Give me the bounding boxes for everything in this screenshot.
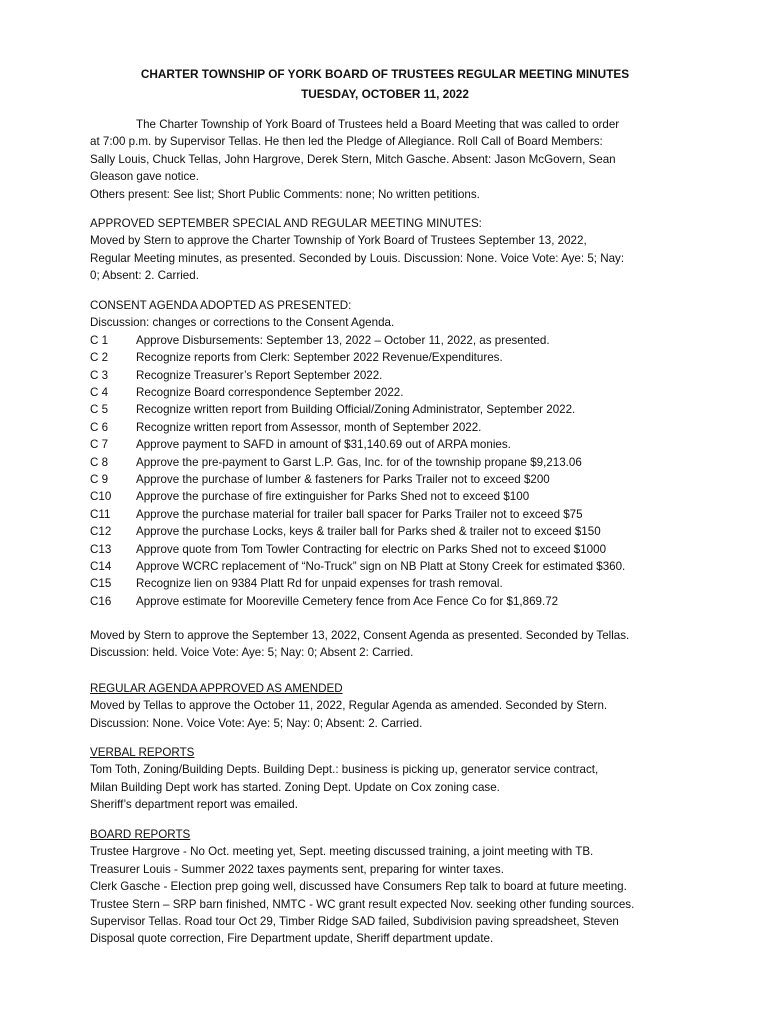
item-code: C 4: [90, 385, 109, 399]
consent-item: [90, 349, 690, 366]
paragraph-line: Tom Toth, Zoning/Building Depts. Building Dept.: business is picking up, generator service contract,: [90, 763, 599, 777]
consent-discussion: Discussion: changes or corrections to the Consent Agenda.: [90, 316, 395, 330]
item-text: Approve WCRC replacement of “No-Truck” sign on NB Platt at Stony Creek for estimated $360.: [136, 559, 626, 573]
regular-agenda-section: [90, 680, 690, 732]
item-code: C12: [90, 525, 112, 539]
item-code: C14: [90, 559, 112, 573]
item-code: C 7: [90, 438, 109, 452]
paragraph-line: Clerk Gasche - Election prep going well, discussed have Consumers Rep talk to board at future meeting.: [90, 880, 627, 894]
minutes-section: [90, 215, 690, 285]
consent-item: [90, 454, 690, 471]
consent-item: [90, 471, 690, 488]
board-reports-section: [90, 826, 690, 948]
paragraph-line: Trustee Stern – SRP barn finished, NMTC - WC grant result expected Nov. seeking other funding sources.: [90, 897, 635, 911]
item-code: C11: [90, 507, 111, 521]
item-text: Recognize written report from Building Official/Zoning Administrator, September 2022.: [136, 403, 576, 417]
paragraph-line: Sheriff’s department report was emailed.: [90, 798, 298, 812]
meeting-date: TUESDAY, OCTOBER 11, 2022: [301, 87, 469, 101]
document-title: CHARTER TOWNSHIP OF YORK BOARD OF TRUSTEES REGULAR MEETING MINUTES: [140, 67, 630, 81]
consent-item: [90, 419, 690, 436]
item-text: Approve the purchase of lumber & fasteners for Parks Trailer not to exceed $200: [136, 472, 550, 486]
item-text: Approve Disbursements: September 13, 2022 – October 11, 2022, as presented.: [136, 333, 550, 347]
section-heading: REGULAR AGENDA APPROVED AS AMENDED: [90, 682, 343, 695]
paragraph-line: Supervisor Tellas. Road tour Oct 29, Timber Ridge SAD failed, Subdivision paving spreadsheet, Steven: [90, 915, 619, 929]
item-code: C13: [90, 542, 112, 556]
consent-item: [90, 506, 690, 523]
consent-item: [90, 401, 690, 418]
consent-item: [90, 436, 690, 453]
item-text: Recognize Board correspondence September 2022.: [136, 385, 404, 399]
consent-item: [90, 541, 690, 558]
section-heading: CONSENT AGENDA ADOPTED AS PRESENTED:: [90, 299, 352, 312]
item-text: Recognize lien on 9384 Platt Rd for unpaid expenses for trash removal.: [136, 577, 503, 591]
item-code: C15: [90, 577, 112, 591]
consent-item: [90, 384, 690, 401]
paragraph-line: Discussion: None. Voice Vote: Aye: 5; Nay: 0; Absent: 2. Carried.: [90, 716, 423, 730]
paragraph-line: Moved by Stern to approve the Charter Township of York Board of Trustees September 13, 2022,: [90, 234, 587, 248]
item-code: C 6: [90, 420, 109, 434]
paragraph-line: Moved by Tellas to approve the October 11, 2022, Regular Agenda as amended. Seconded by Stern.: [90, 699, 608, 713]
paragraph-line: Sally Louis, Chuck Tellas, John Hargrove, Derek Stern, Mitch Gasche. Absent: Jason McGovern, Sean: [90, 152, 616, 166]
paragraph-line: Regular Meeting minutes, as presented. Seconded by Louis. Discussion: None. Voice Vote: Aye: 5; Nay:: [90, 251, 625, 265]
item-code: C 1: [90, 333, 109, 347]
item-code: C 3: [90, 368, 109, 382]
item-text: Approve the purchase Locks, keys & trailer ball for Parks shed & trailer not to exceed $150: [136, 525, 601, 539]
section-heading: VERBAL REPORTS: [90, 746, 195, 759]
section-heading: APPROVED SEPTEMBER SPECIAL AND REGULAR MEETING MINUTES:: [90, 217, 482, 230]
item-code: C16: [90, 594, 112, 608]
consent-item: [90, 575, 690, 592]
item-text: Recognize Treasurer’s Report September 2022.: [136, 368, 383, 382]
paragraph-line: at 7:00 p.m. by Supervisor Tellas. He then led the Pledge of Allegiance. Roll Call of Board Members:: [90, 135, 603, 149]
paragraph-line: Treasurer Louis - Summer 2022 taxes payments sent, preparing for winter taxes.: [90, 862, 504, 876]
verbal-reports-section: [90, 744, 690, 814]
consent-agenda-section: [90, 297, 690, 610]
item-code: C 5: [90, 403, 109, 417]
item-code: C10: [90, 490, 112, 504]
item-code: C 9: [90, 472, 109, 486]
consent-motion: [90, 627, 690, 662]
item-text: Approve the purchase material for trailer ball spacer for Parks Trailer not to exceed $75: [136, 507, 583, 521]
item-text: Approve the pre-payment to Garst L.P. Gas, Inc. for of the township propane $9,213.06: [136, 455, 582, 469]
paragraph-line: Others present: See list; Short Public Comments: none; No written petitions.: [90, 187, 480, 201]
item-text: Approve estimate for Mooreville Cemetery fence from Ace Fence Co for $1,869.72: [136, 594, 559, 608]
paragraph-line: The Charter Township of York Board of Trustees held a Board Meeting that was called to order: [136, 118, 620, 131]
paragraph-line: 0; Absent: 2. Carried.: [90, 269, 199, 283]
consent-item: [90, 488, 690, 505]
item-code: C 8: [90, 455, 109, 469]
item-text: Approve payment to SAFD in amount of $31,140.69 out of ARPA monies.: [136, 438, 511, 452]
paragraph-line: Discussion: held. Voice Vote: Aye: 5; Nay: 0; Absent 2: Carried.: [90, 646, 414, 660]
item-text: Recognize reports from Clerk: September 2022 Revenue/Expenditures.: [136, 351, 503, 365]
paragraph-line: Moved by Stern to approve the September 13, 2022, Consent Agenda as presented. Seconded by Tellas.: [90, 629, 630, 642]
paragraph-line: Disposal quote correction, Fire Department update, Sheriff department update.: [90, 932, 494, 946]
item-text: Approve quote from Tom Towler Contracting for electric on Parks Shed not to exceed $1000: [136, 542, 607, 556]
paragraph-line: Milan Building Dept work has started. Zoning Dept. Update on Cox zoning case.: [90, 780, 500, 794]
item-text: Approve the purchase of fire extinguisher for Parks Shed not to exceed $100: [136, 490, 530, 504]
consent-item: [90, 593, 690, 610]
section-heading: BOARD REPORTS: [90, 828, 191, 841]
consent-item: [90, 558, 690, 575]
consent-item: [90, 332, 690, 349]
paragraph-line: Gleason gave notice.: [90, 170, 199, 184]
consent-item: [90, 523, 690, 540]
item-code: C 2: [90, 351, 109, 365]
intro-paragraph: [90, 116, 690, 203]
item-text: Recognize written report from Assessor, month of September 2022.: [136, 420, 482, 434]
paragraph-line: Trustee Hargrove - No Oct. meeting yet, Sept. meeting discussed training, a joint meeting with TB.: [90, 845, 594, 859]
consent-item: [90, 367, 690, 384]
